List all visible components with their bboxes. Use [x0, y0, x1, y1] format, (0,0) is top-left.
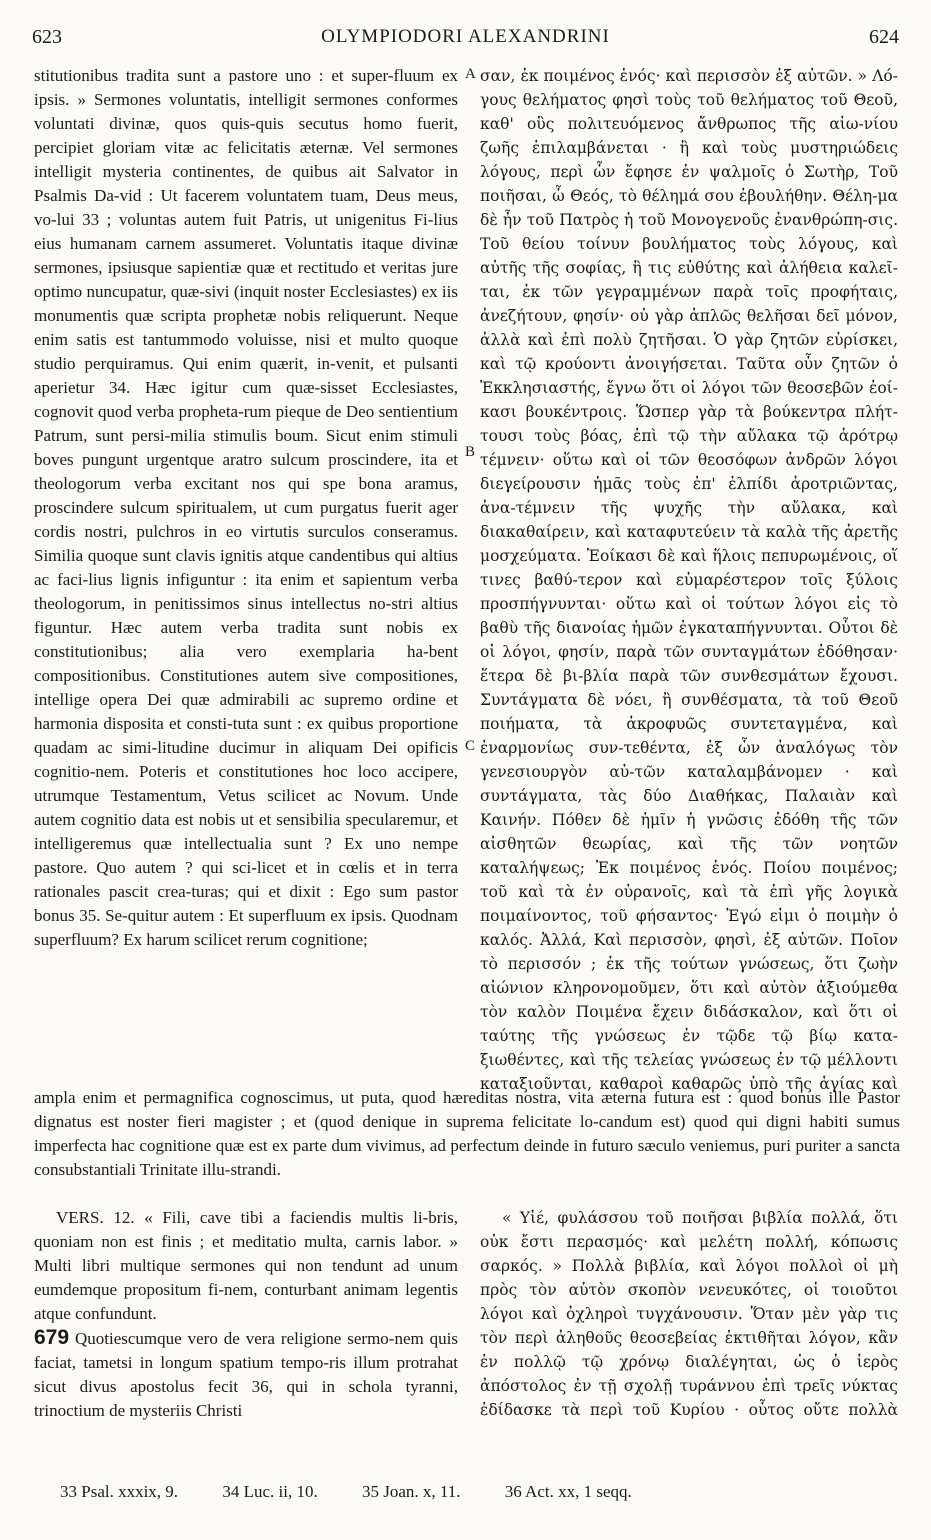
- footnote: 35 Joan. x, 11.: [361, 1482, 461, 1501]
- margin-letter-c: C: [465, 738, 476, 754]
- footnote: 33 Psal. xxxix, 9.: [60, 1482, 179, 1501]
- latin-continuation: ampla enim et permagnifica cognoscimus, ut puta, quod hæreditas nostra, vita æterna futura est : quod bonus ille Pastor dignatus est noster fieri magister ; et (quod denique in suprema felicitate lo-candum est) quod qui digni habiti sumus imperfecta hac cognitione quæ est ex parte dum vivimus, ad perfectum deinde in futuro sæculo veniemus, puri puriter a sancta consubstantiali Trinitate illu-strandi.: [34, 1088, 900, 1179]
- verse-12-latin: VERS. 12. « Fili, cave tibi a faciendis multis li-bris, quoniam non est finis ; et meditatio multa, carnis labor. » Multi libri multique sermones qui non tendunt ad unum eumdemque propositum fi-nem, conturbant animam legentis atque confundunt.: [34, 1208, 458, 1323]
- margin-letter-b: B: [465, 444, 476, 460]
- page-header: [32, 26, 899, 60]
- footnote: 34 Luc. ii, 10.: [222, 1482, 318, 1501]
- page-number-right: 624: [869, 26, 899, 48]
- latin-paragraph-2: [34, 1326, 458, 1422]
- footnotes: [60, 1482, 871, 1502]
- page-number-left: 623: [32, 26, 62, 48]
- margin-letter-a: A: [465, 66, 476, 82]
- footnote: 36 Act. xx, 1 seqq.: [504, 1482, 632, 1501]
- greek-column-bottom: [480, 1206, 898, 1422]
- greek-paragraph: σαν, ἐκ ποιμένος ἑνός· καὶ περισσὸν ἐξ αὐτῶν. » Λό-γους θελήματος φησὶ τοὺς τοῦ θελήματος τοῦ Θεοῦ, καθ' οὓς πολιτευόμενος ἄνθρωπος τῆς αἰω-νίου ζωῆς ἐπιλαμβάνεται · ἢ καὶ τοὺς μυστηριώδεις λόγους, περὶ ὧν ἔφησε ἐν ψαλμοῖς ὁ Σωτὴρ, Τοῦ ποιῆσαι, ὦ Θεός, τὸ θέλημά σου ἐβουλήθην. Θέλη-μα δὲ ἦν τοῦ Πατρὸς ἡ τοῦ Μονογενοῦς ἐνανθρώπη-σις. Τοῦ θείου τοίνυν βουλήματος τοὺς λόγους, καὶ αὐτῆς τῆς σοφίας, ἣ τις εὐθύτης καὶ ἀλήθεια καλεῖ-ται, ἐκ τῶν γεγραμμένων παρὰ τοῖς προφήταις, ἀνεζήτουν, φησίν· οὐ γὰρ ἁπλῶς θελῆσαι δεῖ μόνον, ἀλλὰ καὶ ἐπὶ πολὺ ζητῆσαι. Ὁ γὰρ ζητῶν εὑρίσκει, καὶ τῷ κρούοντι ἀνοιγήσεται. Ταῦτα οὖν ζητῶν ὁ Ἐκκλησιαστής, ἔγνω ὅτι οἱ λόγοι τῶν θεοσεβῶν ἐοί-κασι βουκέντροις. Ὥσπερ γὰρ τὰ βούκεντρα πλήτ-τουσι τοὺς βόας, ἐπὶ τῷ τὴν αὔλακα τῷ ἀρότρῳ τέμνειν· οὕτω καὶ οἱ τῶν θεοσόφων ἀνδρῶν λόγοι διεγείρουσιν ἡμᾶς τοὺς ἐπ' ἐλπίδι ἀροτριῶντας, ἀνα-τέμνειν τῆς ψυχῆς τὴν αὔλακα, καὶ διακαθαίρειν, καὶ καταφυτεύειν τὰ καλὰ τῆς ἀρετῆς μοσχεύματα. Ἐοίκασι δὲ καὶ ἥλοις πεπυρωμένοις, οἵ τινες βαθύ-τερον καὶ εὐμαρέστερον τοῖς ξύλοις προσπήγνυνται· οὕτω καὶ οἱ τούτων λόγοι εἰς τὸ βαθὺ τῆς διανοίας ἡμῶν ἐγκαταπήγνυνται. Οὗτοι δὲ οἱ λόγοι, φησίν, παρὰ τῶν συνταγμάτων ἐδόθησαν· ἕτερα δὲ βι-βλία παρὰ τῶν συνθεσμάτων ἔχουσι. Συντάγματα δὲ νόει, ἢ συνθέσματα, τὰ τοῦ Θεοῦ ποιήματα, τὰ ἀκροφυῶς συντεταγμένα, καὶ ἐναρμονίως συν-τεθέντα, ἐξ ὧν ἀναλόγως τὸν γενεσιουργὸν αὐ-τῶν καταλαμβάνομεν · καὶ συντάγματα, τὰς δύο Διαθήκας, Παλαιὰν καὶ Καινήν. Πόθεν δὲ ἡμῖν ἡ γνῶσις ἐδόθη τῆς τῶν αἰσθητῶν θεωρίας, καὶ τῆς τῶν νοητῶν καταλήψεως; Ἐκ ποιμένος ἑνός. Ποίου ποιμένος; τοῦ καὶ τὰ ἐν οὐρανοῖς, καὶ τὰ ἐπὶ γῆς λογικὰ ποιμαίνοντος, τοῦ φήσαντος· Ἐγώ εἰμι ὁ ποιμὴν ὁ καλός. Ἀλλά, Καὶ περισσὸν, φησὶ, ἐξ αὐτῶν. Ποῖον τὸ περισσόν ; ἐκ τῆς τούτων γνώσεως, ὅτι ζωὴν αἰώνιον κληρονομοῦμεν, ὅτι καὶ αὐτὸν ἀξιούμεθα τὸν καλὸν Ποιμένα ἔχειν διδάσκαλον, καὶ ὅτι οἱ ταύτης τῆς γνώσεως ἐν τῷδε τῷ βίῳ κατα-ξιωθέντες, καὶ τῆς τελείας γνώσεως ἐν τῷ μέλλοντι καταξιοῦνται, καθαροὶ καθαρῶς ὑπὸ τῆς ἁγίας καὶ: [480, 67, 898, 1093]
- running-title: OLYMPIODORI ALEXANDRINI: [321, 26, 610, 47]
- latin-paragraph-2-text: Quotiescumque vero de vera religione sermo-nem quis faciat, tametsi in longum spatium tempo-ris illum protrahat sicut divus apostolus fecit 36, qui in schola tyranni, trinoctium de mysteriis Christi: [34, 1329, 458, 1420]
- latin-column-bottom: [34, 1206, 458, 1422]
- latin-column-top: [34, 64, 458, 1094]
- latin-full-width-text: [34, 1086, 900, 1182]
- greek-column-top: [480, 64, 898, 1094]
- column-number: 679: [34, 1326, 70, 1349]
- latin-paragraph: stitutionibus tradita sunt a pastore uno : et super-fluum ex ipsis. » Sermones voluntatis, intelligit sermones conformes voluntati divinæ, quos quis-quis secutus homo fuerit, percipiet gloriam vitæ ac felicitatis æternæ. Vel sermones intelligit mysteria continentes, de quibus ait Salvator in Psalmis Da-vid : Ut facerem voluntatem tuam, Deus meus, vo-lui 33 ; voluntas autem fuit Patris, ut unigenitus Fi-lius eius humanam carnem assumeret. Voluntatis itaque divinæ sermones, ipsiusque sapientiæ quæ et rectitudo et veritas jure optimo nuncupatur, quæ-sivi (inquit noster Ecclesiastes) ex iis monumentis quæ scripta prophetæ nobis reliquerunt. Neque enim satis est tantummodo voluisse, nisi et multo quoque studio perquiramus. Qui enim quærit, in-venit, et pulsanti aperietur 34. Hæc igitur cum quæ-sisset Ecclesiastes, cognovit quod verba propheta-rum pieque de Deo sentientium Patrum, sunt persi-milia stimulis boum. Sicut enim stimuli boves pungunt urgentque aratro sulcum proscindere, ita et theologorum verba excitant nos qui spe bona aramus, proscindere sulcum spiritualem, ut cum purgatus fuerit ager cordis nostri, pulchros in eo virtutis surculos conseramus. Similia quoque sunt clavis ignitis atque candentibus qui altius ac faci-lius lignis infiguntur : ita enim et sapientum verba theologorum, in penitissimos sinus intellectus no-stri altius figuntur. Hæc autem verba tradita sunt nobis ex constitutionibus; alia vero exemplaria ha-bent compositionibus. Constitutiones autem sive compositiones, intellige opera Dei quæ admirabili ac supremo ordine et harmonia disposita et consti-tuta sunt : ex quibus proportione quadam ac simi-litudine ducimur in aliquam Dei opificis cognitio-nem. Poteris et constitutiones hoc loco accipere, utrumque Testamentum, Vetus scilicet ac Novum. Unde autem cognitio data est nobis ut et sensibilia specularemur, et intelligeremus quæ intellectualia sunt ? Ex uno nempe pastore. Quo autem ? qui sci-licet et in cœlis et in terra rationales pascit crea-turas; qui et dixit : Ego sum pastor bonus 35. Se-quitur autem : Et superfluum ex ipsis. Quodnam superfluum? Ex harum scilicet rerum cognitione;: [34, 66, 458, 949]
- verse-12-greek: « Υἱέ, φυλάσσου τοῦ ποιῆσαι βιβλία πολλά, ὅτι οὐκ ἔστι περασμός· καὶ μελέτη πολλή, κόπωσις σαρκός. » Πολλὰ βιβλία, καὶ λόγοι πολλοὶ οἱ μὴ πρὸς τὸν αὐτὸν σκοπὸν νενευκότες, οἱ τοιοῦτοι λόγοι καὶ ὀχληροὶ τυγχάνουσιν. Ὅταν μὲν γὰρ τις τὸν περὶ ἀληθοῦς θεοσεβείας ἐκτιθῆται λόγον, κἂν ἐν πολλῷ τῷ χρόνῳ διαλέγηται, ὡς ὁ ἱερὸς ἀπόστολος ἐν τῇ σχολῇ τυράννου ἐπὶ τρεῖς νύκτας ἐδίδασκε τὰ περὶ τοῦ Κυρίου · οὗτος οὔτε πολλὰ: [480, 1209, 898, 1419]
